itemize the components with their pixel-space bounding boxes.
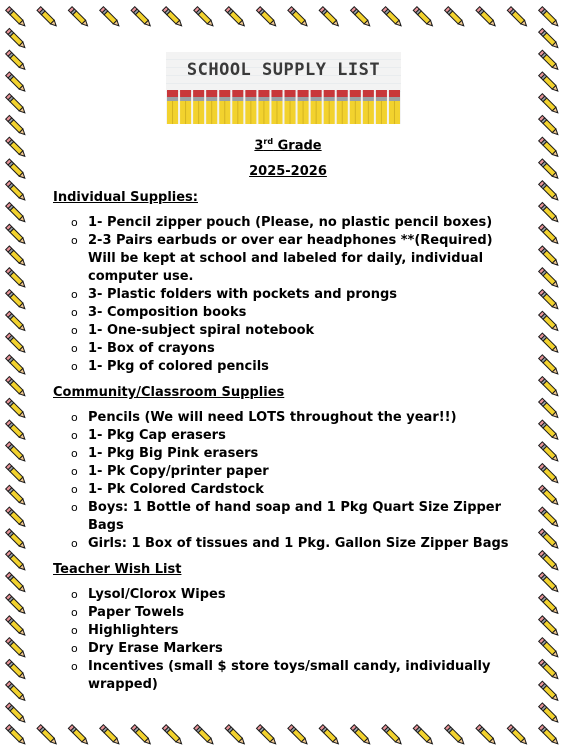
pencil-icon [6, 681, 27, 702]
banner-pencil-icon [219, 90, 230, 124]
pencil-icon [539, 594, 560, 615]
list-item: o 1- Pkg Cap erasers [71, 427, 523, 445]
pencil-icon [6, 529, 27, 550]
list-item: o Highlighters [71, 622, 523, 640]
pencil-icon [6, 638, 27, 659]
section-individual-supplies [53, 189, 523, 376]
pencil-icon [6, 442, 27, 463]
list-item: o Lysol/Clorox Wipes [71, 586, 523, 604]
pencil-icon [539, 181, 560, 202]
list-item: o 1- Pkg Big Pink erasers [71, 445, 523, 463]
pencil-icon [68, 7, 89, 28]
list-item: o 1- One-subject spiral notebook [71, 322, 523, 340]
pencil-icon [539, 202, 560, 223]
pencil-icon [445, 725, 466, 746]
pencil-icon [539, 28, 560, 49]
pencil-icon [539, 551, 560, 572]
pencil-icon [100, 725, 121, 746]
pencil-icon [6, 355, 27, 376]
banner-pencils [166, 90, 401, 124]
pencil-icon [445, 7, 466, 28]
pencil-icon [539, 442, 560, 463]
pencil-icon [539, 268, 560, 289]
pencil-icon [131, 7, 152, 28]
banner-pencil-icon [271, 90, 282, 124]
section-heading: Community/Classroom Supplies [53, 385, 285, 401]
pencil-icon [476, 7, 497, 28]
supply-list [53, 214, 523, 376]
banner-pencil-icon [350, 90, 361, 124]
school-year: 2025-2026 [249, 164, 327, 180]
pencil-icon [225, 7, 246, 28]
pencil-icon [539, 529, 560, 550]
pencil-icon [6, 594, 27, 615]
pencil-icon [6, 115, 27, 136]
document-body [53, 130, 523, 694]
pencil-icon [6, 551, 27, 572]
pencil-icon [539, 464, 560, 485]
pencil-icon [6, 7, 27, 28]
pencil-icon [539, 616, 560, 637]
grade-number: 3 [254, 138, 264, 154]
banner-pencil-icon [363, 90, 374, 124]
pencil-icon [507, 7, 528, 28]
pencil-icon [539, 485, 560, 506]
grade-word: Grade [273, 138, 322, 154]
pencil-icon [539, 398, 560, 419]
pencil-icon [6, 50, 27, 71]
pencil-icon [6, 703, 27, 724]
banner-pencil-icon [258, 90, 269, 124]
pencil-icon [194, 725, 215, 746]
pencil-icon [6, 725, 27, 746]
section-teacher-wish-list [53, 561, 523, 694]
pencil-icon [319, 7, 340, 28]
pencil-icon [539, 94, 560, 115]
list-item: o 1- Pk Copy/printer paper [71, 463, 523, 481]
list-item: o Boys: 1 Bottle of hand soap and 1 Pkg Quart Size Zipper Bags [71, 499, 523, 535]
supply-list [53, 586, 523, 694]
section-heading: Teacher Wish List [53, 562, 182, 578]
list-item: o Dry Erase Markers [71, 640, 523, 658]
pencil-icon [539, 50, 560, 71]
pencil-icon [351, 725, 372, 746]
pencil-icon [256, 7, 277, 28]
pencil-icon [6, 28, 27, 49]
banner-pencil-icon [232, 90, 243, 124]
pencil-icon [6, 659, 27, 680]
pencil-icon [6, 137, 27, 158]
pencil-icon [539, 115, 560, 136]
pencil-icon [539, 377, 560, 398]
pencil-icon [539, 507, 560, 528]
pencil-icon [6, 72, 27, 93]
pencil-icon [6, 246, 27, 267]
pencil-icon [539, 72, 560, 93]
list-item: o 3- Composition books [71, 304, 523, 322]
list-item: o 1- Box of crayons [71, 340, 523, 358]
pencil-icon [539, 659, 560, 680]
banner-pencil-icon [180, 90, 191, 124]
banner-pencil-icon [285, 90, 296, 124]
pencil-icon [6, 202, 27, 223]
pencil-icon [194, 7, 215, 28]
banner-pencil-icon [298, 90, 309, 124]
pencil-icon [162, 7, 183, 28]
pencil-icon [162, 725, 183, 746]
list-item: o Girls: 1 Box of tissues and 1 Pkg. Gallon Size Zipper Bags [71, 535, 523, 553]
banner-pencil-icon [389, 90, 400, 124]
pencil-icon [6, 616, 27, 637]
pencil-icon [539, 703, 560, 724]
pencil-icon [539, 7, 560, 28]
pencil-icon [6, 377, 27, 398]
pencil-icon [256, 725, 277, 746]
list-item: o Pencils (We will need LOTS throughout the year!!) [71, 409, 523, 427]
pencil-icon [539, 355, 560, 376]
pencil-icon [351, 7, 372, 28]
pencil-icon [6, 159, 27, 180]
list-item: o 1- Pk Colored Cardstock [71, 481, 523, 499]
pencil-icon [6, 485, 27, 506]
section-heading: Individual Supplies: [53, 190, 198, 206]
pencil-icon [382, 725, 403, 746]
pencil-icon [539, 224, 560, 245]
pencil-icon [413, 7, 434, 28]
pencil-icon [6, 181, 27, 202]
pencil-icon [288, 7, 309, 28]
pencil-icon [6, 268, 27, 289]
pencil-icon [68, 725, 89, 746]
banner-pencil-icon [324, 90, 335, 124]
pencil-icon [288, 725, 309, 746]
list-item: o 2-3 Pairs earbuds or over ear headphones **(Required) Will be kept at school and labeled for daily, individual computer use. [71, 232, 523, 286]
banner-pencil-icon [376, 90, 387, 124]
banner-pencil-icon [337, 90, 348, 124]
pencil-icon [319, 725, 340, 746]
pencil-icon [37, 7, 58, 28]
pencil-icon [507, 725, 528, 746]
pencil-icon [6, 94, 27, 115]
supply-list [53, 409, 523, 553]
pencil-icon [539, 333, 560, 354]
pencil-icon [539, 420, 560, 441]
pencil-icon [6, 311, 27, 332]
pencil-icon [6, 398, 27, 419]
banner [166, 52, 401, 124]
pencil-icon [100, 7, 121, 28]
section-community-supplies [53, 384, 523, 553]
pencil-icon [539, 246, 560, 267]
grade-line [53, 133, 523, 155]
grade-suffix: rd [263, 137, 274, 146]
pencil-icon [539, 290, 560, 311]
pencil-icon [539, 159, 560, 180]
pencil-icon [6, 290, 27, 311]
pencil-icon [6, 333, 27, 354]
pencil-icon [6, 572, 27, 593]
pencil-icon [539, 311, 560, 332]
pencil-icon [382, 7, 403, 28]
pencil-icon [539, 725, 560, 746]
pencil-icon [539, 638, 560, 659]
list-item: o 3- Plastic folders with pockets and prongs [71, 286, 523, 304]
list-item: o 1- Pencil zipper pouch (Please, no plastic pencil boxes) [71, 214, 523, 232]
banner-pencil-icon [167, 90, 178, 124]
list-item: o Paper Towels [71, 604, 523, 622]
pencil-icon [6, 464, 27, 485]
banner-title: SCHOOL SUPPLY LIST [186, 60, 381, 80]
banner-pencil-icon [206, 90, 217, 124]
list-item: o Incentives (small $ store toys/small candy, individually wrapped) [71, 658, 523, 694]
pencil-icon [131, 725, 152, 746]
banner-pencil-icon [193, 90, 204, 124]
pencil-icon [476, 725, 497, 746]
banner-pencil-icon [311, 90, 322, 124]
banner-pencil-icon [245, 90, 256, 124]
list-item: o 1- Pkg of colored pencils [71, 358, 523, 376]
pencil-icon [539, 681, 560, 702]
pencil-icon [6, 224, 27, 245]
pencil-icon [539, 572, 560, 593]
pencil-icon [6, 420, 27, 441]
pencil-icon [37, 725, 58, 746]
pencil-icon [225, 725, 246, 746]
pencil-icon [539, 137, 560, 158]
pencil-icon [6, 507, 27, 528]
pencil-icon [413, 725, 434, 746]
